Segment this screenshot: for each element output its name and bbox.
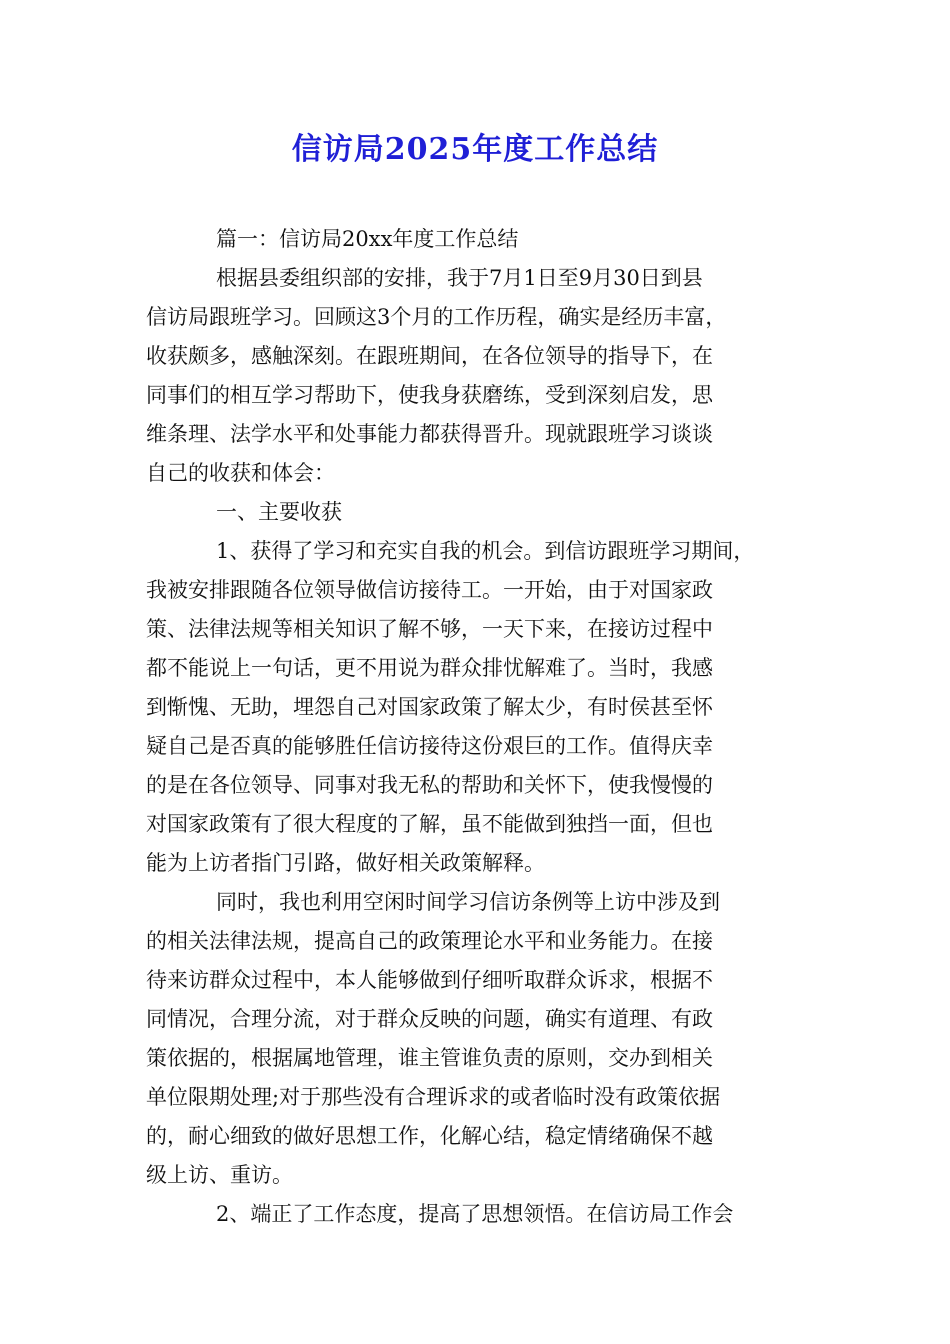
text-line: 一、主要收获: [216, 500, 342, 524]
text-line: 同时，我也利用空闲时间学习信访条例等上访中涉及到: [216, 890, 720, 914]
text-line: 都不能说上一句话，更不用说为群众排忧解难了。当时，我感: [146, 656, 713, 680]
text-line: 对国家政策有了很大程度的了解，虽不能做到独挡一面，但也: [146, 812, 713, 836]
document-title: 信访局2025年度工作总结: [291, 132, 659, 167]
text-line: 根据县委组织部的安排，我于7月1日至9月30日到县: [216, 266, 703, 290]
text-line: 2、端正了工作态度，提高了思想领悟。在信访局工作会: [216, 1202, 734, 1226]
text-line: 篇一：信访局20xx年度工作总结: [216, 227, 519, 251]
text-line: 我被安排跟随各位领导做信访接待工。一开始，由于对国家政: [146, 578, 713, 602]
text-line: 能为上访者指门引路，做好相关政策解释。: [146, 851, 545, 875]
text-line: 到惭愧、无助，埋怨自己对国家政策了解太少，有时侯甚至怀: [146, 695, 713, 719]
text-line: 同情况，合理分流，对于群众反映的问题，确实有道理、有政: [146, 1007, 713, 1031]
text-line: 自己的收获和体会：: [146, 461, 335, 485]
document-body: [146, 220, 806, 1234]
text-line: 的，耐心细致的做好思想工作，化解心结，稳定情绪确保不越: [146, 1124, 713, 1148]
text-line: 策依据的，根据属地管理，谁主管谁负责的原则，交办到相关: [146, 1046, 713, 1070]
text-line: 单位限期处理;对于那些没有合理诉求的或者临时没有政策依据: [146, 1085, 721, 1109]
text-line: 信访局跟班学习。回顾这3个月的工作历程，确实是经历丰富，: [146, 305, 727, 329]
text-line: 维条理、法学水平和处事能力都获得晋升。现就跟班学习谈谈: [146, 422, 713, 446]
text-line: 同事们的相互学习帮助下，使我身获磨练，受到深刻启发，思: [146, 383, 713, 407]
text-line: 疑自己是否真的能够胜任信访接待这份艰巨的工作。值得庆幸: [146, 734, 713, 758]
text-line: 的是在各位领导、同事对我无私的帮助和关怀下，使我慢慢的: [146, 773, 713, 797]
text-line: 的相关法律法规，提高自己的政策理论水平和业务能力。在接: [146, 929, 713, 953]
text-line: 1、获得了学习和充实自我的机会。到信访跟班学习期间，: [216, 539, 755, 563]
text-line: 级上访、重访。: [146, 1163, 293, 1187]
text-line: 收获颇多，感触深刻。在跟班期间，在各位领导的指导下，在: [146, 344, 713, 368]
text-line: 策、法律法规等相关知识了解不够，一天下来，在接访过程中: [146, 617, 713, 641]
text-line: 待来访群众过程中，本人能够做到仔细听取群众诉求，根据不: [146, 968, 713, 992]
